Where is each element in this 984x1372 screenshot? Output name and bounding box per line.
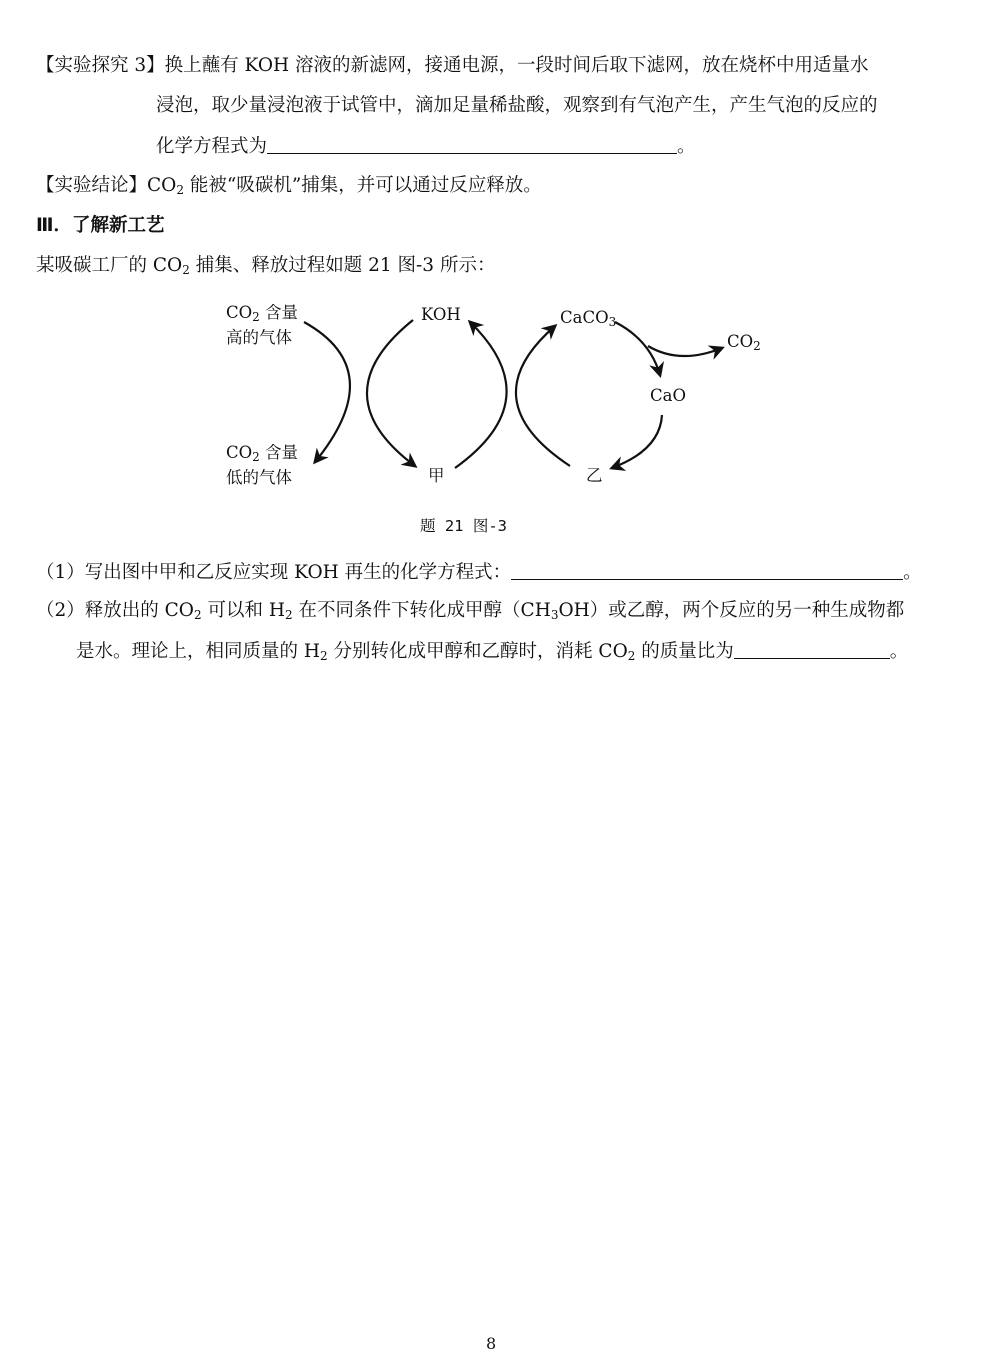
exp3-tag: 【实验探究 3】 [36,55,165,76]
q2-l1b: 可以和 H [201,600,286,621]
conclusion-tag: 【实验结论】 [36,175,148,196]
label-caco3-sub: 3 [608,315,617,329]
label-co2-out [727,330,761,355]
q2-l1d: OH）或乙醇，两个反应的另一种生成物都 [558,600,905,621]
label-cao: CaO [650,386,686,405]
q2-l2s2: 2 [627,649,636,663]
q1-end: 。 [903,562,922,583]
q1-line [36,563,922,583]
q2-l1s3: 3 [550,608,559,622]
exp3-text-1: 换上蘸有 KOH 溶液的新滤网，接通电源，一段时间后取下滤网，放在烧杯中用适量水 [164,55,869,76]
section-title: Ⅲ．了解新工艺 [36,215,165,236]
q2-end: 。 [889,641,909,662]
q2-line2 [76,642,908,662]
q2-line1 [36,602,904,621]
label-co2-high [226,301,298,351]
label-jia: 甲 [428,466,445,485]
label-co2-low [226,441,298,491]
arrow-to-co2 [648,346,722,356]
exp3-end: 。 [677,136,696,157]
label-co2-out-a: CO [727,332,754,351]
arrow-koh-to-jia [367,320,415,466]
q2-l2c: 的质量比为 [635,641,734,662]
answer-blank-q2[interactable] [734,642,890,659]
answer-blank-q1[interactable] [511,563,903,580]
page-number: 8 [486,1334,497,1353]
arrow-high-to-low [304,322,350,462]
label-co2-high-a: CO [226,303,253,322]
conclusion-sub: 2 [176,183,184,197]
q1-text: （1）写出图中甲和乙反应实现 KOH 再生的化学方程式： [36,562,512,583]
label-caco3 [560,306,616,331]
label-co2-high-sub: 2 [252,310,260,324]
q2-l1a: （2）释放出的 CO [36,600,194,621]
exp3-text-3: 化学方程式为 [156,136,268,157]
co2-capture-diagram [0,0,984,560]
label-co2-high-c: 高的气体 [226,327,292,347]
label-yi: 乙 [586,466,603,485]
arrow-yi-to-caco3 [516,326,570,466]
label-co2-high-b: 含量 [259,303,299,322]
label-co2-low-b: 含量 [259,443,299,462]
label-co2-low-sub: 2 [252,450,260,464]
label-caco3-a: CaCO [560,308,609,327]
intro-sub: 2 [182,263,190,277]
exp3-text-2: 浸泡，取少量浸泡液于试管中，滴加足量稀盐酸，观察到有气泡产生，产生气泡的反应的 [156,95,878,116]
conclusion-text: 能被“吸碳机”捕集，并可以通过反应释放。 [189,175,542,196]
arrow-cao-to-yi [612,415,662,468]
label-co2-low-c: 低的气体 [226,467,292,487]
q2-l1c: 在不同条件下转化成甲醇（CH [292,600,551,621]
label-co2-out-sub: 2 [753,339,761,353]
q2-l1s2: 2 [285,608,293,622]
q2-l1s1: 2 [193,608,202,622]
q2-l2b: 分别转化成甲醇和乙醇时，消耗 CO [327,641,628,662]
intro-a: 某吸碳工厂的 CO [36,255,183,276]
q2-l2a: 是水。理论上，相同质量的 H [76,641,321,662]
figure-caption: 题 21 图-3 [420,517,507,535]
label-co2-low-a: CO [226,443,253,462]
intro-b: 捕集、释放过程如题 21 图-3 所示： [195,255,496,276]
conclusion-co: CO [147,175,177,196]
q2-l2s1: 2 [320,649,328,663]
label-koh: KOH [421,305,461,324]
arrow-jia-to-koh [455,322,507,468]
